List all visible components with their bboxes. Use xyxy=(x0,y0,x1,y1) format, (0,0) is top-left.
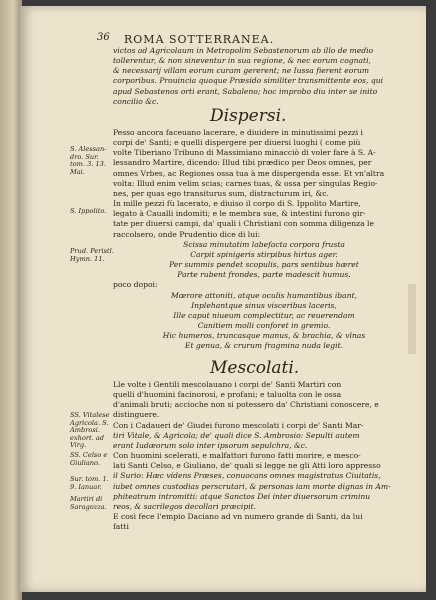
section-title-mescolati: Mescolati. xyxy=(210,358,300,378)
text-line: iubet omnes custodias perscrutari, & personas iam morte dignas in Am- xyxy=(113,481,391,491)
book-page xyxy=(20,6,426,592)
text-line: volta: Illud enim velim scias; carnes tuas, & ossa per singulas Regio- xyxy=(113,178,378,188)
text-line: distinguere. xyxy=(113,410,160,420)
text-line: Canitiem molli conforet in gremio. xyxy=(197,320,331,330)
margin-note: Prud. Peristl. Hymn. 11. xyxy=(70,247,114,263)
text-line: volte Tiberiano Tribuno di Massimiano minacciò di voler fare à S. A- xyxy=(113,148,376,158)
margin-note: Sur. tom. 1. 9. Ianuar. xyxy=(70,475,109,491)
text-line: Hic humeros, truncasque manus, & brachia, & vlnas xyxy=(162,331,366,341)
text-line: lati Santi Celso, e Giuliano, de' quali si legge ne gli Atti loro appresso xyxy=(113,461,381,471)
margin-note: S. Alessan-dro. Sur. tom. 3. 13. Mai. xyxy=(70,145,107,176)
text-line: il Surio: Hæc videns Præses, conuocans omnes magistratus Ciuitatis, xyxy=(113,471,381,481)
text-line: Ille caput niueum complectitur, ac reuerendam xyxy=(173,310,355,320)
text-line: Et genua, & crurum fragmina nuda legit. xyxy=(184,341,344,351)
running-header: ROMA SOTTERRANEA. xyxy=(124,33,275,46)
text-line: apud Sebastenos orti erant, Sabaleno; hoc improbo diu inter se inito xyxy=(113,86,378,96)
text-line: quelli d'huomini facinorosi, e profani; e taluolta con le ossa xyxy=(113,390,342,400)
text-line: concilio &c. xyxy=(113,96,159,106)
text-line: tiri Vitale, & Agricola; de' quali dice S. Ambrosio: Sepulti autem xyxy=(113,430,360,440)
text-line: Con i Cadaueri de' Giudei furono mescolati i corpi de' Santi Mar- xyxy=(113,420,364,430)
text-line: erant Iudæorum solo inter ipsorum sepulchra, &c. xyxy=(113,440,308,450)
text-line: Con huomini scelerati, e malfattori furono fatti morire, e mesco- xyxy=(113,451,361,461)
text-line: corporibus. Prouincia quoque Præsido similiter transmittente eos, qui xyxy=(113,76,384,86)
text-line: Carpit spinigeris stirpibus hirtus ager. xyxy=(190,249,338,259)
text-line: raccolsero, onde Prudentio dice di lui: xyxy=(113,229,261,239)
text-line: In mille pezzi fù lacerato, e diuiso il corpo di S. Ippolito Martire, xyxy=(113,199,361,209)
text-line: tollerentur, & non sineventur in sua regione, & nec eorum cognati, xyxy=(113,56,371,66)
margin-note: SS. Vitalese Agricola. S. Ambrosi. exhort. ad Virg. xyxy=(70,411,110,450)
text-line: poco dopoi: xyxy=(113,280,158,290)
text-line: Parte rubent frondes, parte madescit humus. xyxy=(177,270,351,280)
page-number: 36 xyxy=(97,32,110,43)
mescolati-text xyxy=(113,380,415,532)
text-line: corpi de' Santi; e quelli dispergere per diuersi luoghi ( come più xyxy=(113,138,361,148)
dispersi-text xyxy=(113,128,415,351)
text-line: omnes Vrbes, ac Regiones ossa tua à me dispergenda esse. Et vn'altra xyxy=(113,168,385,178)
text-line: d'animali bruti; accioche non si potessero da' Christiani conoscere, e xyxy=(113,400,379,410)
section-title-dispersi: Dispersi. xyxy=(210,106,287,126)
text-line: tate per diuersi campi, da' quali i Christiani con somma diligenza le xyxy=(113,219,374,229)
text-line: reos, & sacrilegos decollari præcipit. xyxy=(113,501,257,511)
text-line: Per summis pendet scopulis, pars sentibus hæret xyxy=(169,260,359,270)
text-line: Scissa minutatim labefacta corpora frusta xyxy=(183,239,345,249)
text-line: legato à Caualli indomiti; e le membra sue, & intestini furono gir- xyxy=(113,209,366,219)
margin-note: S. Ippolito. xyxy=(70,207,107,215)
text-line: & necessarij villam eorum curam gererent; ne Iussa fierent eorum xyxy=(113,66,370,76)
margin-note: Martiri di Saragozza. xyxy=(70,495,107,511)
text-line: fatti xyxy=(113,522,129,532)
margin-note: SS. Celso e Giuliano. xyxy=(70,451,108,467)
text-line: victos ad Agricolaum in Metropolim Sebastenorum ab illo de medio xyxy=(113,46,374,55)
text-line: lessandro Martire, dicendo: Illud tibi prædico per Deos omnes, per xyxy=(113,158,372,168)
paper-stain xyxy=(408,284,416,354)
top-latin-block xyxy=(113,46,415,107)
text-line: phiteatrum intromitti: atque Sanctos Dei inter diuersorum criminu xyxy=(113,491,371,501)
text-line: Pesso ancora faceuano lacerare, e diuidere in minutissimi pezzi i xyxy=(113,128,363,137)
text-line: Mœrore attoniti, atque oculis humantibus ibant, xyxy=(170,290,358,300)
text-line: Inplehantque sinus visceribus laceris, xyxy=(191,300,337,310)
text-line: Lle volte i Gentili mescolauano i corpi de' Santi Martiri con xyxy=(113,380,342,389)
text-line: nes, per quas ego transiturus sum, distracturum iri, &c. xyxy=(113,188,329,198)
left-page-edge xyxy=(0,0,22,600)
text-line: E così fece l'empio Daciano ad vn numero grande di Santi, da lui xyxy=(113,512,363,522)
